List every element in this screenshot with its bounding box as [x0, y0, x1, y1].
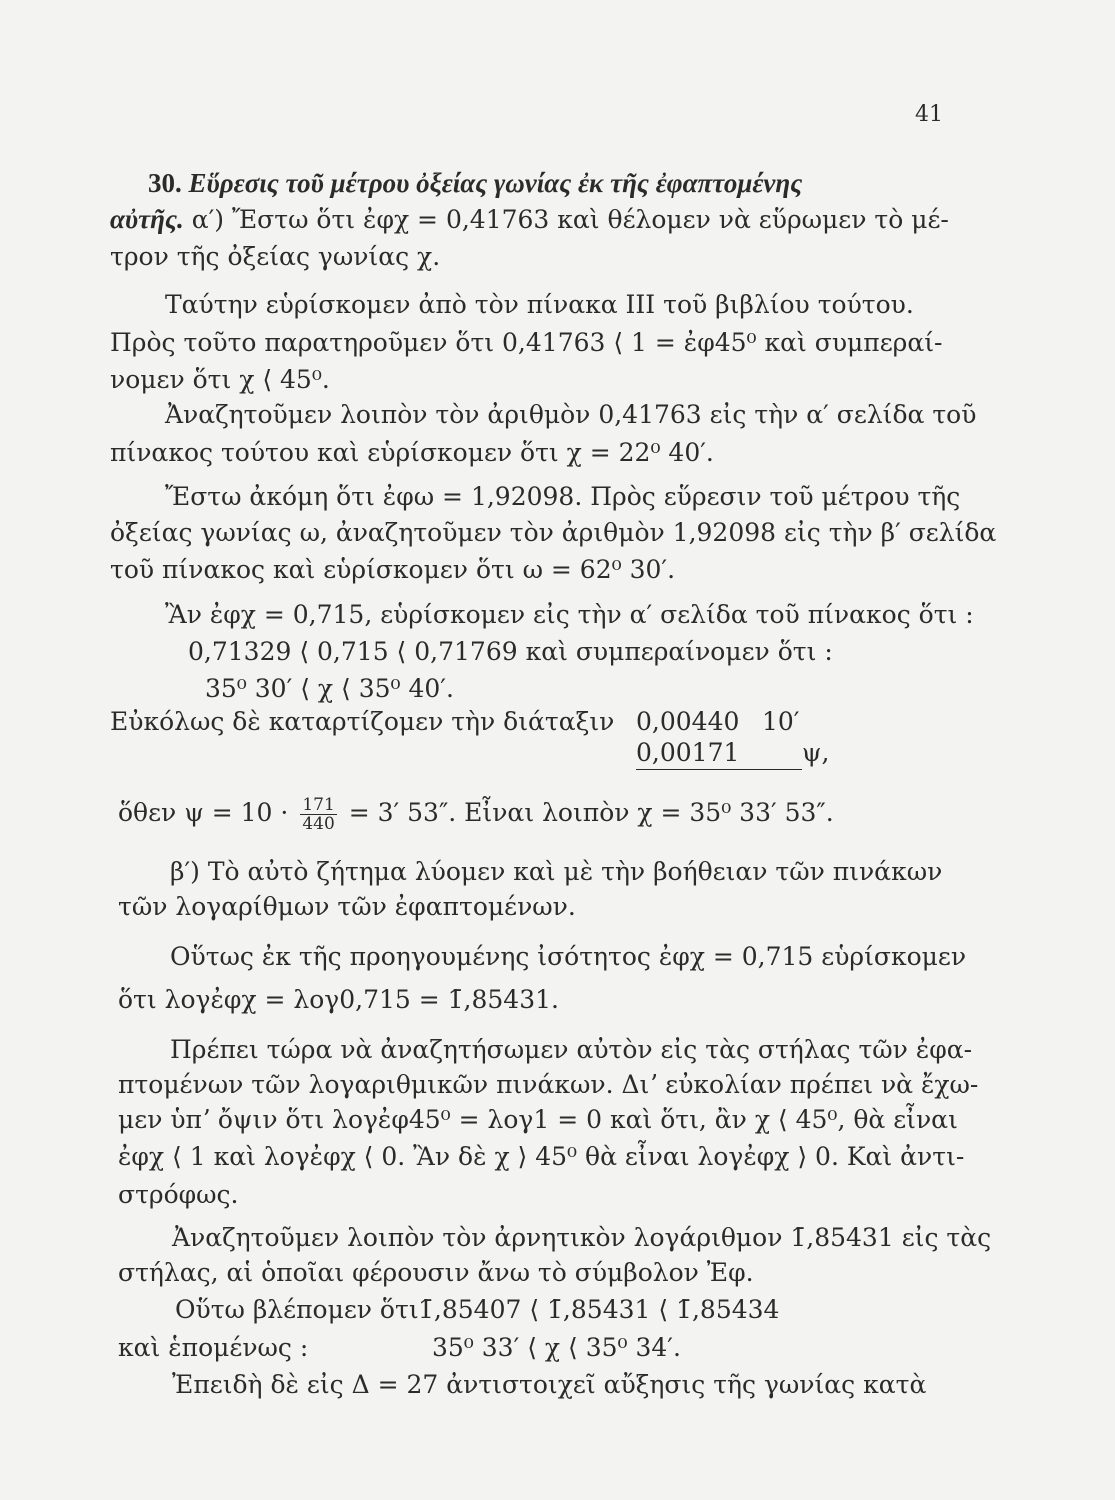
text-line-part: α′) Ἔστω ὅτι ἐφχ = 0,41763 καὶ θέλομεν νὰ εὕρωμεν τὸ μέ-	[191, 205, 949, 234]
table-cell: 0,00440	[636, 707, 740, 736]
text-line: καὶ ἑπομένως :	[118, 1333, 309, 1362]
text-line-part: Εὐκόλως δὲ καταρτίζομεν τὴν διάταξιν	[110, 707, 615, 736]
text-line: πτομένων τῶν λογαριθμικῶν πινάκων. Διʼ εὐκολίαν πρέπει νὰ ἔχω-	[118, 1070, 979, 1099]
text-line: Οὕτως ἐκ τῆς προηγουμένης ἰσότητος ἐφχ = 0,715 εὑρίσκομεν	[170, 942, 967, 971]
text-line	[110, 204, 949, 235]
table-cell	[636, 738, 802, 770]
section-title: Εὕρεσις τοῦ μέτρου ὀξείας γωνίας ἐκ τῆς ἐφαπτομένης	[188, 168, 803, 198]
page-number: 41	[915, 102, 943, 127]
table-row-underlined	[636, 738, 829, 768]
text-line: Ἔστω ἀκόμη ὅτι ἐφω = 1,92098. Πρὸς εὕρεσιν τοῦ μέτρου τῆς	[165, 482, 961, 511]
text-line: νομεν ὅτι χ ⟨ 45⁰.	[110, 365, 330, 394]
text-line: 35⁰ 33′ ⟨ χ ⟨ 35⁰ 34′.	[432, 1333, 681, 1362]
table-cell: 10′	[762, 707, 800, 736]
text-line-part: ὅθεν ψ = 10 ·	[118, 798, 289, 827]
text-line: τοῦ πίνακος καὶ εὑρίσκομεν ὅτι ω = 62⁰ 30′.	[110, 555, 676, 584]
section-number: 30.	[148, 168, 182, 198]
section-title-end: αὐτῆς.	[110, 204, 184, 234]
text-line: Ταύτην εὑρίσκομεν ἀπὸ τὸν πίνακα III τοῦ βιβλίου τούτου.	[165, 290, 914, 319]
table-cell: ψ,	[801, 738, 830, 767]
text-line: Πρὸς τοῦτο παρατηροῦμεν ὅτι 0,41763 ⟨ 1 = ἐφ45⁰ καὶ συμπεραί-	[110, 328, 943, 357]
fraction	[300, 796, 336, 833]
text-line: 0,71329 ⟨ 0,715 ⟨ 0,71769 καὶ συμπεραίνομεν ὅτι :	[188, 637, 833, 666]
text-line: στρόφως.	[118, 1180, 239, 1209]
text-line: Ἂν ἐφχ = 0,715, εὑρίσκομεν εἰς τὴν α′ σελίδα τοῦ πίνακος ὅτι :	[165, 600, 974, 629]
text-line: ἐφχ ⟨ 1 καὶ λογἐφχ ⟨ 0. Ἂν δὲ χ ⟩ 45⁰ θὰ εἶναι λογἐφχ ⟩ 0. Καὶ ἀντι-	[118, 1142, 965, 1171]
text-line: Ἀναζητοῦμεν λοιπὸν τὸν ἀρνητικὸν λογάριθμον 1̄,85431 εἰς τὰς	[172, 1223, 992, 1252]
text-line: 35⁰ 30′ ⟨ χ ⟨ 35⁰ 40′.	[205, 674, 454, 703]
text-line: Ἐπειδὴ δὲ εἰς Δ = 27 ἀντιστοιχεῖ αὔξησις τῆς γωνίας κατὰ	[172, 1370, 927, 1399]
table-cell-value: 0,00171	[636, 738, 740, 767]
text-line: πίνακος τούτου καὶ εὑρίσκομεν ὅτι χ = 22⁰ 40′.	[110, 438, 714, 467]
section-heading	[148, 168, 802, 198]
text-line: τῶν λογαρίθμων τῶν ἐφαπτομένων.	[118, 892, 576, 921]
text-line: 1̄,85407 ⟨ 1̄,85431 ⟨ 1̄,85434	[418, 1295, 780, 1324]
fraction-denominator: 440	[302, 814, 335, 834]
text-line: ὅτι λογἐφχ = λογ0,715 = 1̄,85431.	[118, 985, 559, 1014]
text-line-part: = 3′ 53″. Εἶναι λοιπὸν χ = 35⁰ 33′ 53″.	[348, 798, 834, 827]
formula-line	[118, 796, 834, 833]
text-line: στήλας, αἱ ὁποῖαι φέρουσιν ἄνω τὸ σύμβολον Ἐφ.	[118, 1258, 754, 1287]
text-line: Πρέπει τώρα νὰ ἀναζητήσωμεν αὐτὸν εἰς τὰς στήλας τῶν ἐφα-	[170, 1035, 973, 1064]
text-line: β′) Τὸ αὐτὸ ζήτημα λύομεν καὶ μὲ τὴν βοήθειαν τῶν πινάκων	[170, 857, 943, 886]
text-line: τρον τῆς ὀξείας γωνίας χ.	[110, 242, 441, 271]
text-line: μεν ὑπʼ ὄψιν ὅτι λογἐφ45⁰ = λογ1 = 0 καὶ ὅτι, ἂν χ ⟨ 45⁰, θὰ εἶναι	[118, 1105, 958, 1134]
text-line: Ἀναζητοῦμεν λοιπὸν τὸν ἀριθμὸν 0,41763 εἰς τὴν α′ σελίδα τοῦ	[165, 400, 977, 429]
text-line: Οὕτω βλέπομεν ὅτι	[175, 1295, 419, 1324]
text-line	[110, 707, 614, 737]
fraction-numerator: 171	[302, 795, 335, 815]
text-line: ὀξείας γωνίας ω, ἀναζητοῦμεν τὸν ἀριθμὸν 1,92098 εἰς τὴν β′ σελίδα	[110, 518, 997, 547]
